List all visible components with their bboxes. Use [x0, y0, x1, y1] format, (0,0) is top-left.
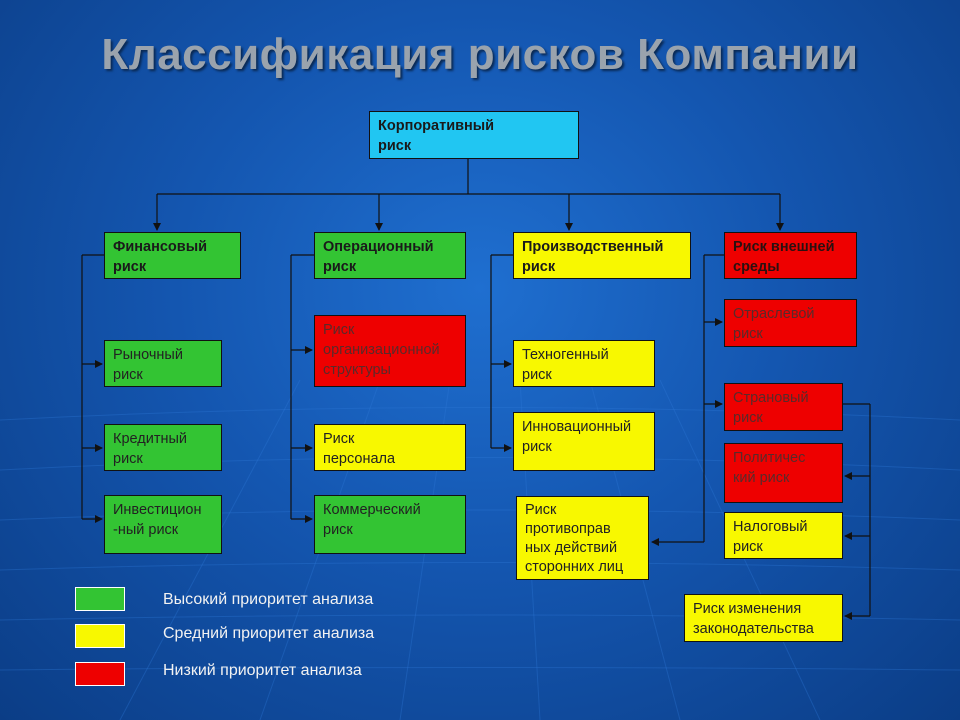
node-organizational-structure-risk: Риск организационной структуры [314, 315, 466, 387]
category-operational-risk: Операционный риск [314, 232, 466, 279]
node-credit-risk: Кредитный риск [104, 424, 222, 471]
category-production-risk: Производственный риск [513, 232, 691, 279]
node-innovation-risk: Инновационный риск [513, 412, 655, 471]
node-technogenic-risk: Техногенный риск [513, 340, 655, 387]
legend-swatch-low [75, 662, 125, 686]
legend-swatch-high [75, 587, 125, 611]
node-market-risk: Рыночный риск [104, 340, 222, 387]
legend-label-medium: Средний приоритет анализа [163, 625, 375, 642]
node-legislation-change-risk: Риск изменения законодательства [684, 594, 843, 642]
node-political-risk: Политичес кий риск [724, 443, 843, 503]
category-financial-risk: Финансовый риск [104, 232, 241, 279]
node-country-risk: Страновый риск [724, 383, 843, 431]
node-investment-risk: Инвестицион -ный риск [104, 495, 222, 554]
node-tax-risk: Налоговый риск [724, 512, 843, 559]
node-personnel-risk: Риск персонала [314, 424, 466, 471]
legend-label-low: Низкий приоритет анализа [163, 662, 362, 679]
root-node-corporate-risk: Корпоративный риск [369, 111, 579, 159]
node-industry-risk: Отраслевой риск [724, 299, 857, 347]
node-commercial-risk: Коммерческий риск [314, 495, 466, 554]
category-external-environment-risk: Риск внешней среды [724, 232, 857, 279]
diagram-title: Классификация рисков Компании [101, 30, 859, 79]
node-third-party-illegal-actions-risk: Риск противоправ ных действий сторонних лиц [516, 496, 649, 580]
legend-label-high: Высокий приоритет анализа [163, 591, 374, 608]
legend-swatch-medium [75, 624, 125, 648]
